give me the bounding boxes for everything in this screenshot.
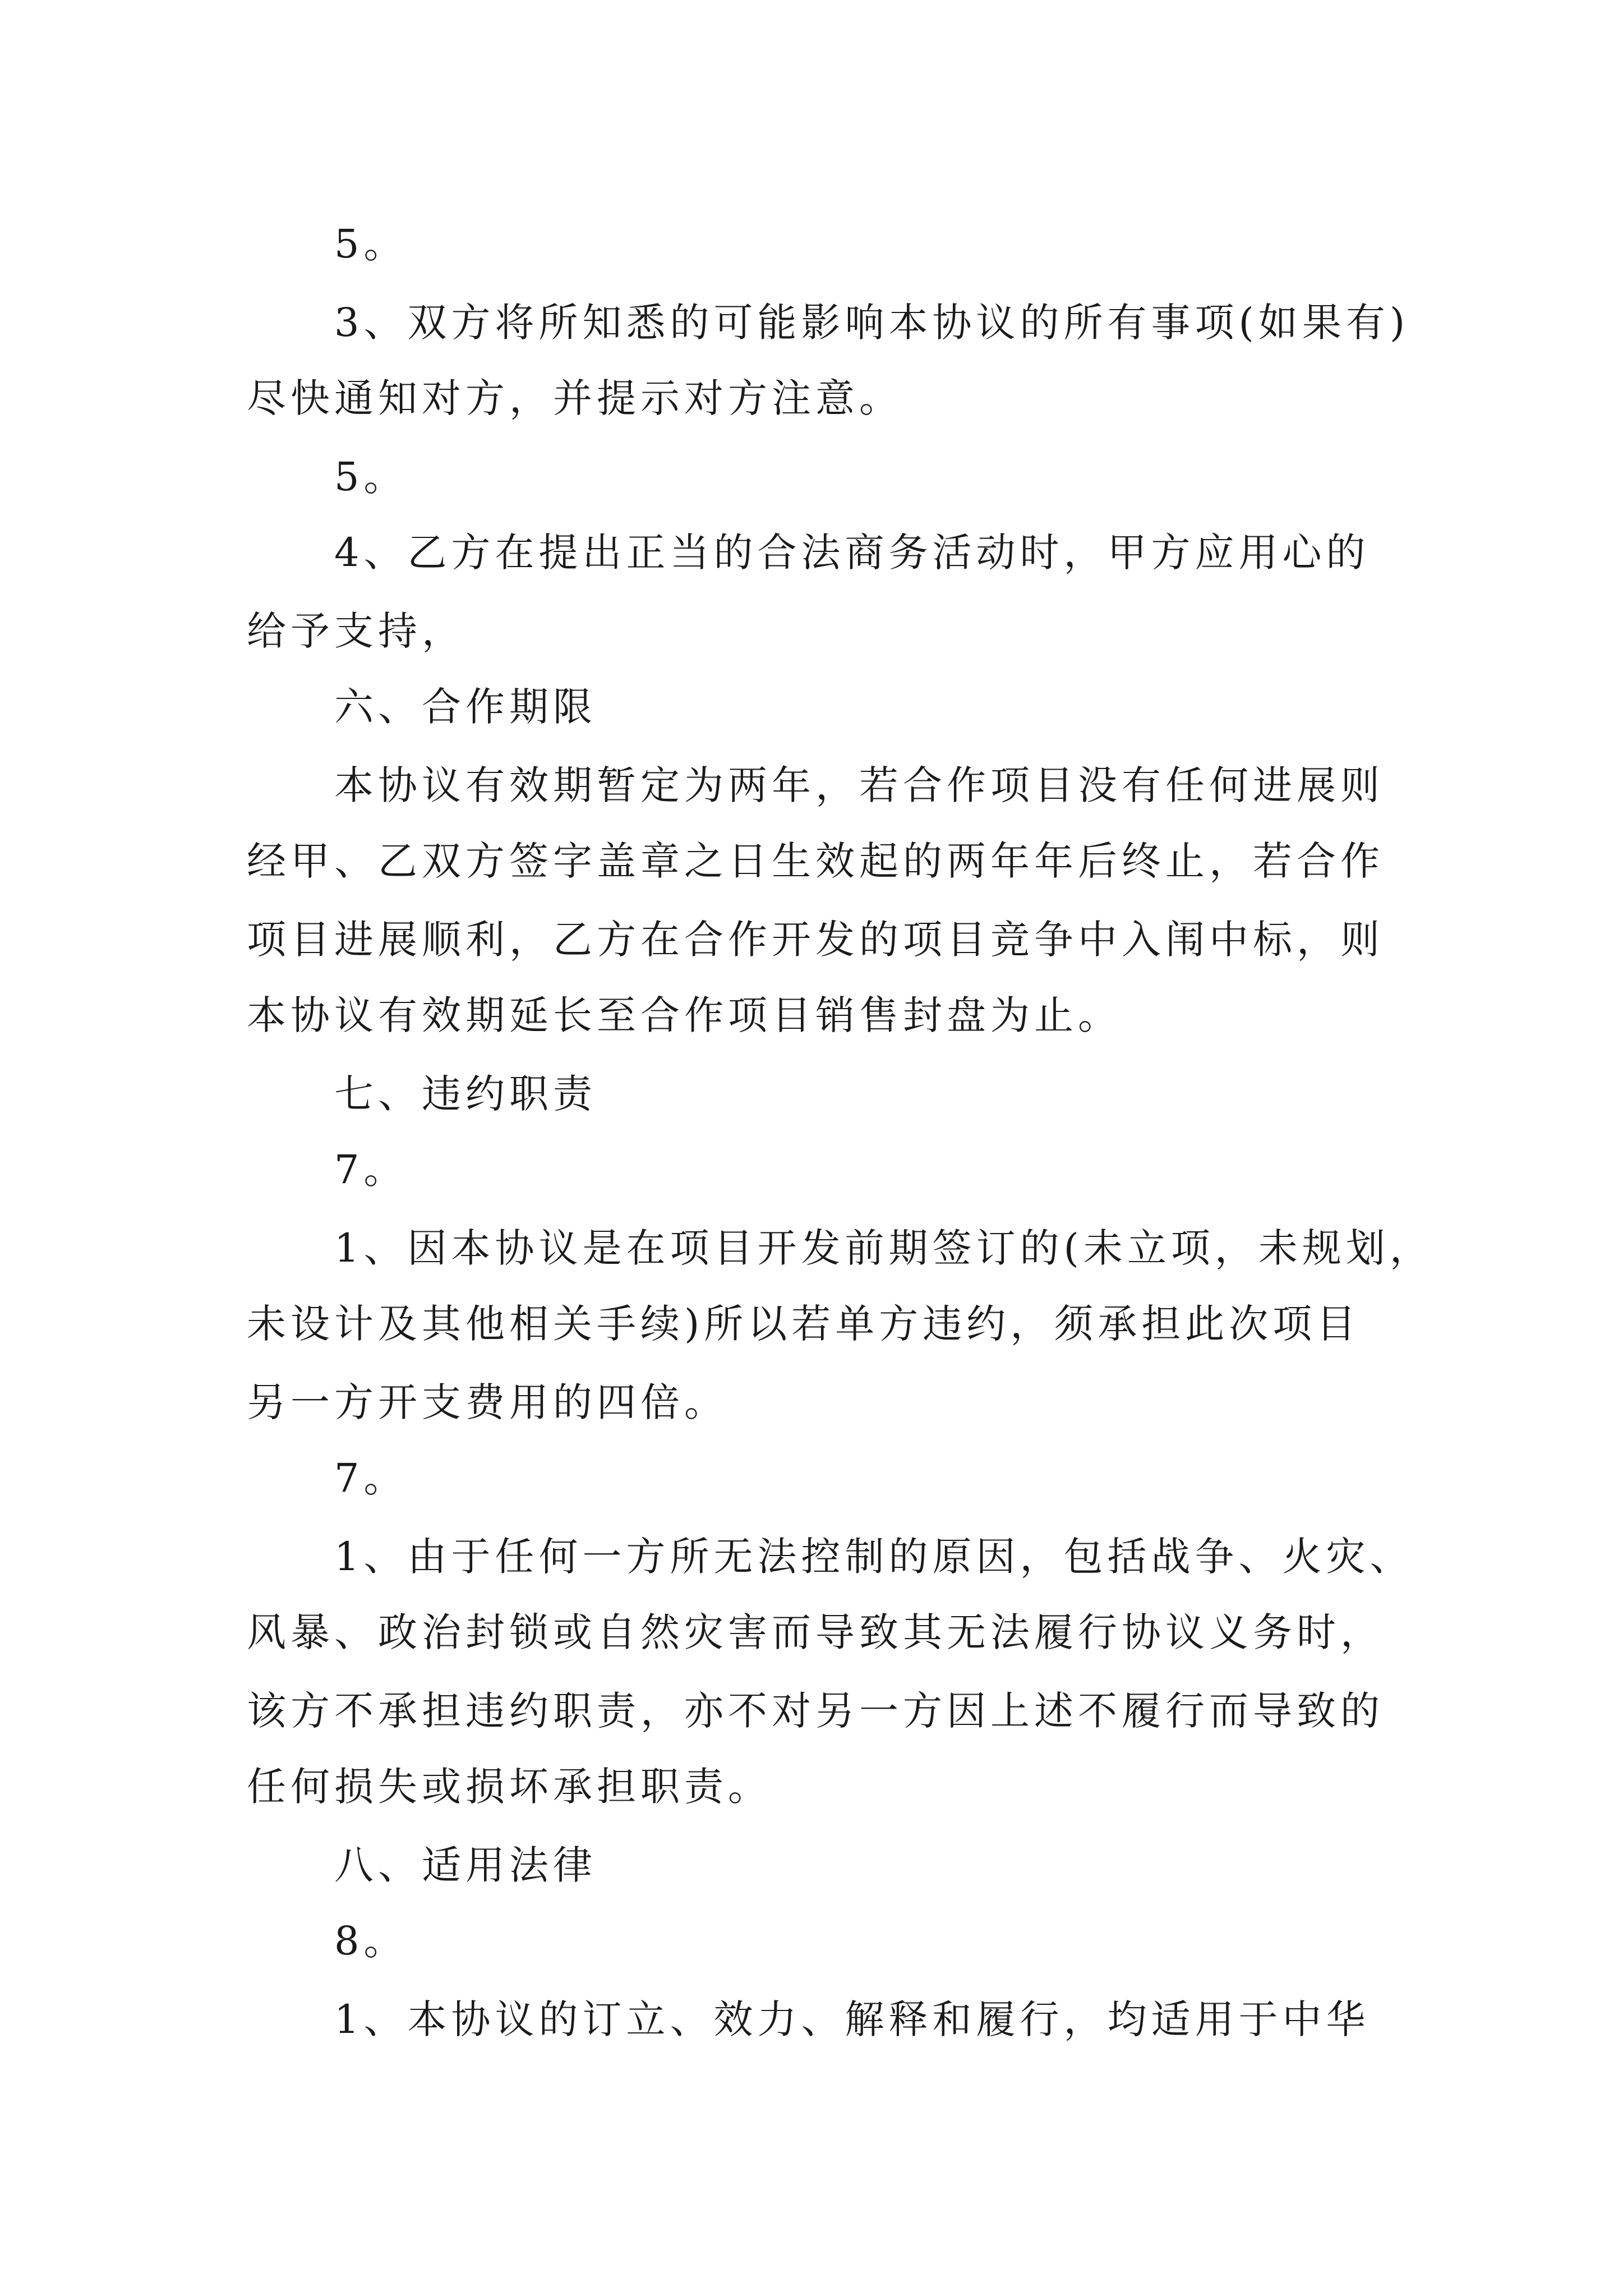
text-line-8: 本协议有效期暂定为两年，若合作项目没有任何进展则: [334, 762, 1384, 808]
text-line-19: 风暴、政治封锁或自然灾害而导致其无法履行协议义务时，: [247, 1609, 1384, 1655]
text-line-2: 3、双方将所知悉的可能影响本协议的所有事项(如果有): [334, 300, 1410, 346]
text-line-1: 5。: [334, 221, 408, 267]
text-line-16: 另一方开支费用的四倍。: [247, 1379, 728, 1425]
text-line-5: 4、乙方在提出正当的合法商务活动时，甲方应用心的: [334, 530, 1370, 576]
section-heading-6: 六、合作期限: [334, 684, 597, 730]
text-line-23: 8。: [334, 1918, 408, 1964]
section-heading-8: 八、适用法律: [334, 1842, 597, 1888]
text-line-24: 1、本协议的订立、效力、解释和履行，均适用于中华: [334, 1996, 1370, 2042]
text-line-15: 未设计及其他相关手续)所以若单方违约，须承担此次项目: [247, 1301, 1361, 1347]
text-line-20: 该方不承担违约职责，亦不对另一方因上述不履行而导致的: [247, 1688, 1384, 1734]
text-line-17: 7。: [334, 1455, 408, 1501]
text-line-10: 项目进展顺利，乙方在合作开发的项目竞争中入闱中标，则: [247, 917, 1384, 963]
text-line-9: 经甲、乙双方签字盖章之日生效起的两年年后终止，若合作: [247, 838, 1384, 884]
text-line-18: 1、由于任何一方所无法控制的原因，包括战争、火灾、: [334, 1534, 1414, 1580]
text-line-11: 本协议有效期延长至合作项目销售封盘为止。: [247, 992, 1122, 1038]
text-line-21: 任何损失或损坏承担职责。: [247, 1764, 772, 1810]
text-line-3: 尽快通知对方，并提示对方注意。: [247, 375, 903, 421]
section-heading-7: 七、违约职责: [334, 1071, 597, 1117]
text-line-13: 7。: [334, 1147, 408, 1193]
text-line-6: 给予支持，: [247, 608, 465, 654]
text-line-14: 1、因本协议是在项目开发前期签订的(未立项，未规划，: [334, 1225, 1433, 1271]
text-line-4: 5。: [334, 454, 408, 500]
